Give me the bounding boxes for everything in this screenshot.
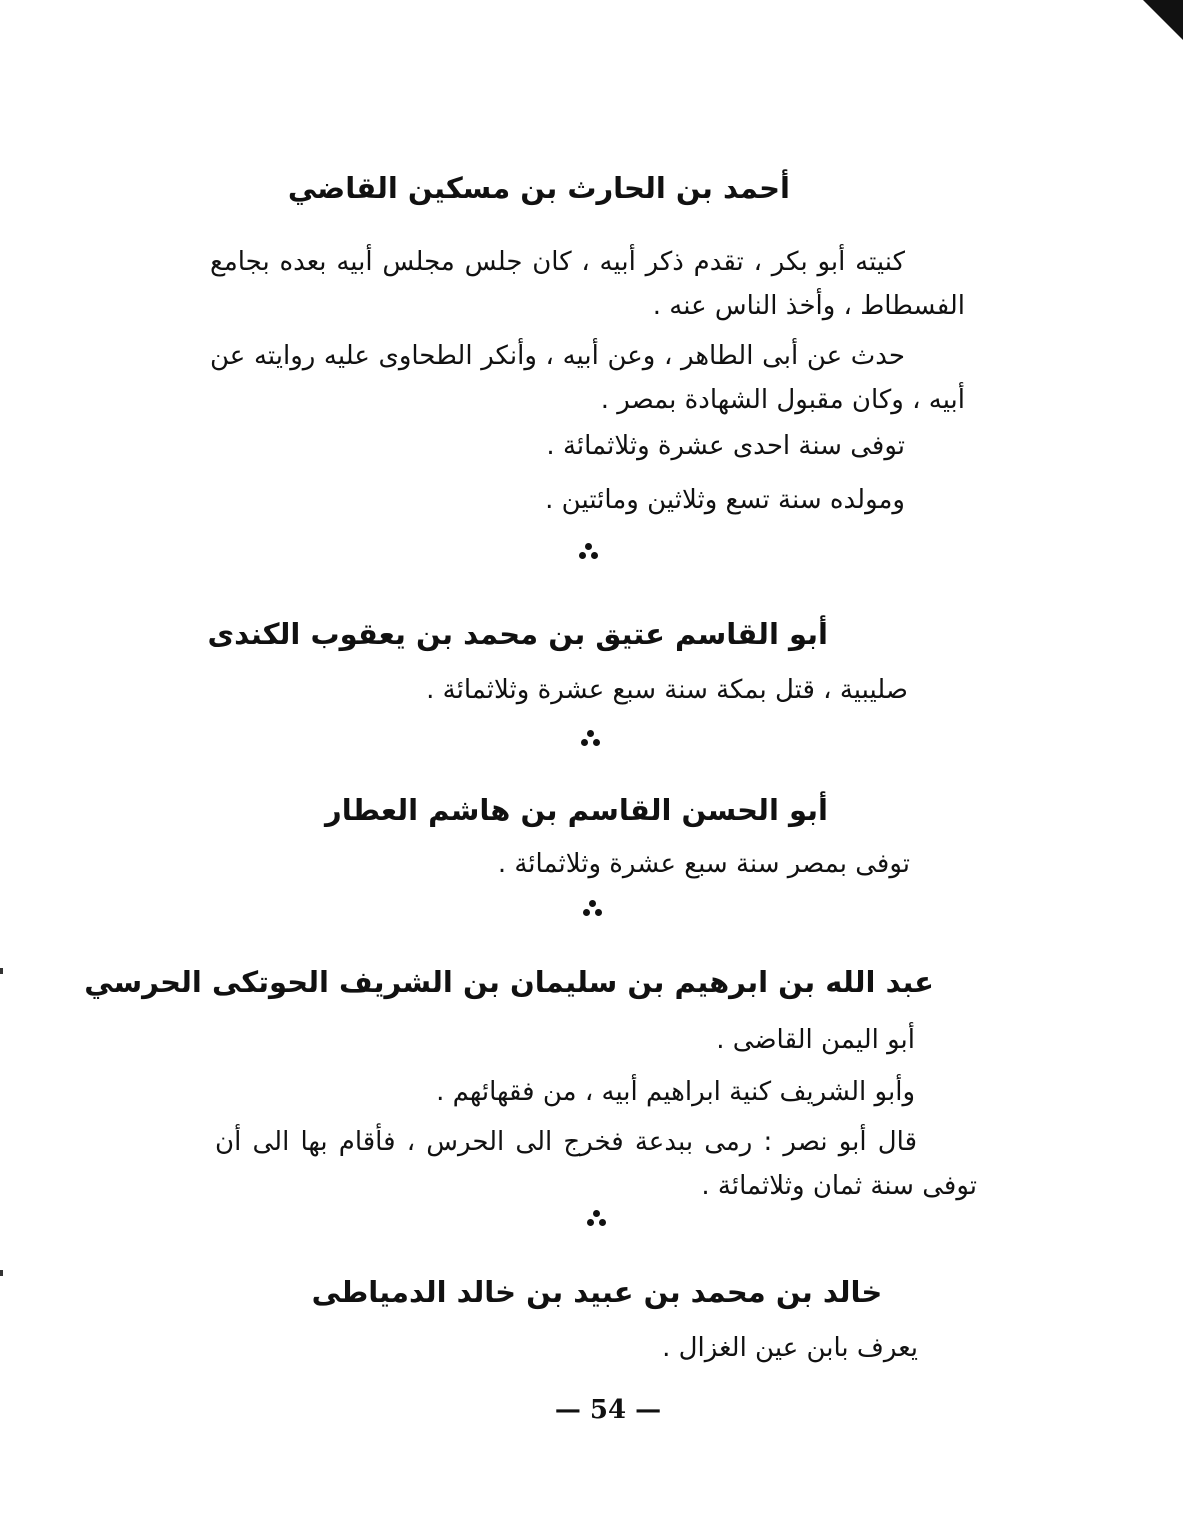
entry-paragraph: توفى سنة احدى عشرة وثلاثمائة .	[546, 431, 905, 461]
entry-paragraph: أبو اليمن القاضى .	[716, 1025, 915, 1055]
entry-title: أحمد بن الحارث بن مسكين القاضي	[287, 171, 790, 205]
entry-paragraph: توفى بمصر سنة سبع عشرة وثلاثمائة .	[497, 849, 910, 879]
page-number: — 54 —	[554, 1395, 662, 1425]
entry-paragraph: قال أبو نصر : رمى ببدعة فخرج الى الحرس ، فأقام بها الى أن توفى سنة ثمان وثلاثمائة .	[215, 1127, 977, 1201]
section-separator	[578, 543, 600, 563]
entry-title: خالد بن محمد بن عبيد بن خالد الدمياطى	[311, 1275, 883, 1309]
entry-paragraph: كنيته أبو بكر ، تقدم ذكر أبيه ، كان جلس مجلس أبيه بعده بجامع الفسطاط ، وأخذ الناس عنه .	[210, 247, 965, 321]
entry-paragraph: ومولده سنة تسع وثلاثين ومائتين .	[545, 485, 905, 515]
entry-title: أبو القاسم عتيق بن محمد بن يعقوب الكندى	[207, 617, 828, 651]
section-separator	[580, 730, 602, 750]
page-corner-mark	[1143, 0, 1183, 40]
section-separator	[582, 900, 604, 920]
entry-paragraph: صليبية ، قتل بمكة سنة سبع عشرة وثلاثمائة .	[426, 675, 908, 705]
entry-paragraph: وأبو الشريف كنية ابراهيم أبيه ، من فقهائهم .	[436, 1077, 915, 1107]
entry-title: أبو الحسن القاسم بن هاشم العطار	[325, 793, 828, 827]
entry-paragraph: حدث عن أبى الطاهر ، وعن أبيه ، وأنكر الطحاوى عليه روايته عن أبيه ، وكان مقبول الشهادة بمصر .	[210, 341, 965, 415]
scan-edge-mark	[0, 968, 3, 974]
entry-title: عبد الله بن ابرهيم بن سليمان بن الشريف الحوتكى الحرسي	[84, 965, 934, 999]
scan-edge-mark	[0, 1270, 3, 1276]
entry-paragraph: يعرف بابن عين الغزال .	[662, 1333, 918, 1363]
section-separator	[586, 1210, 608, 1230]
